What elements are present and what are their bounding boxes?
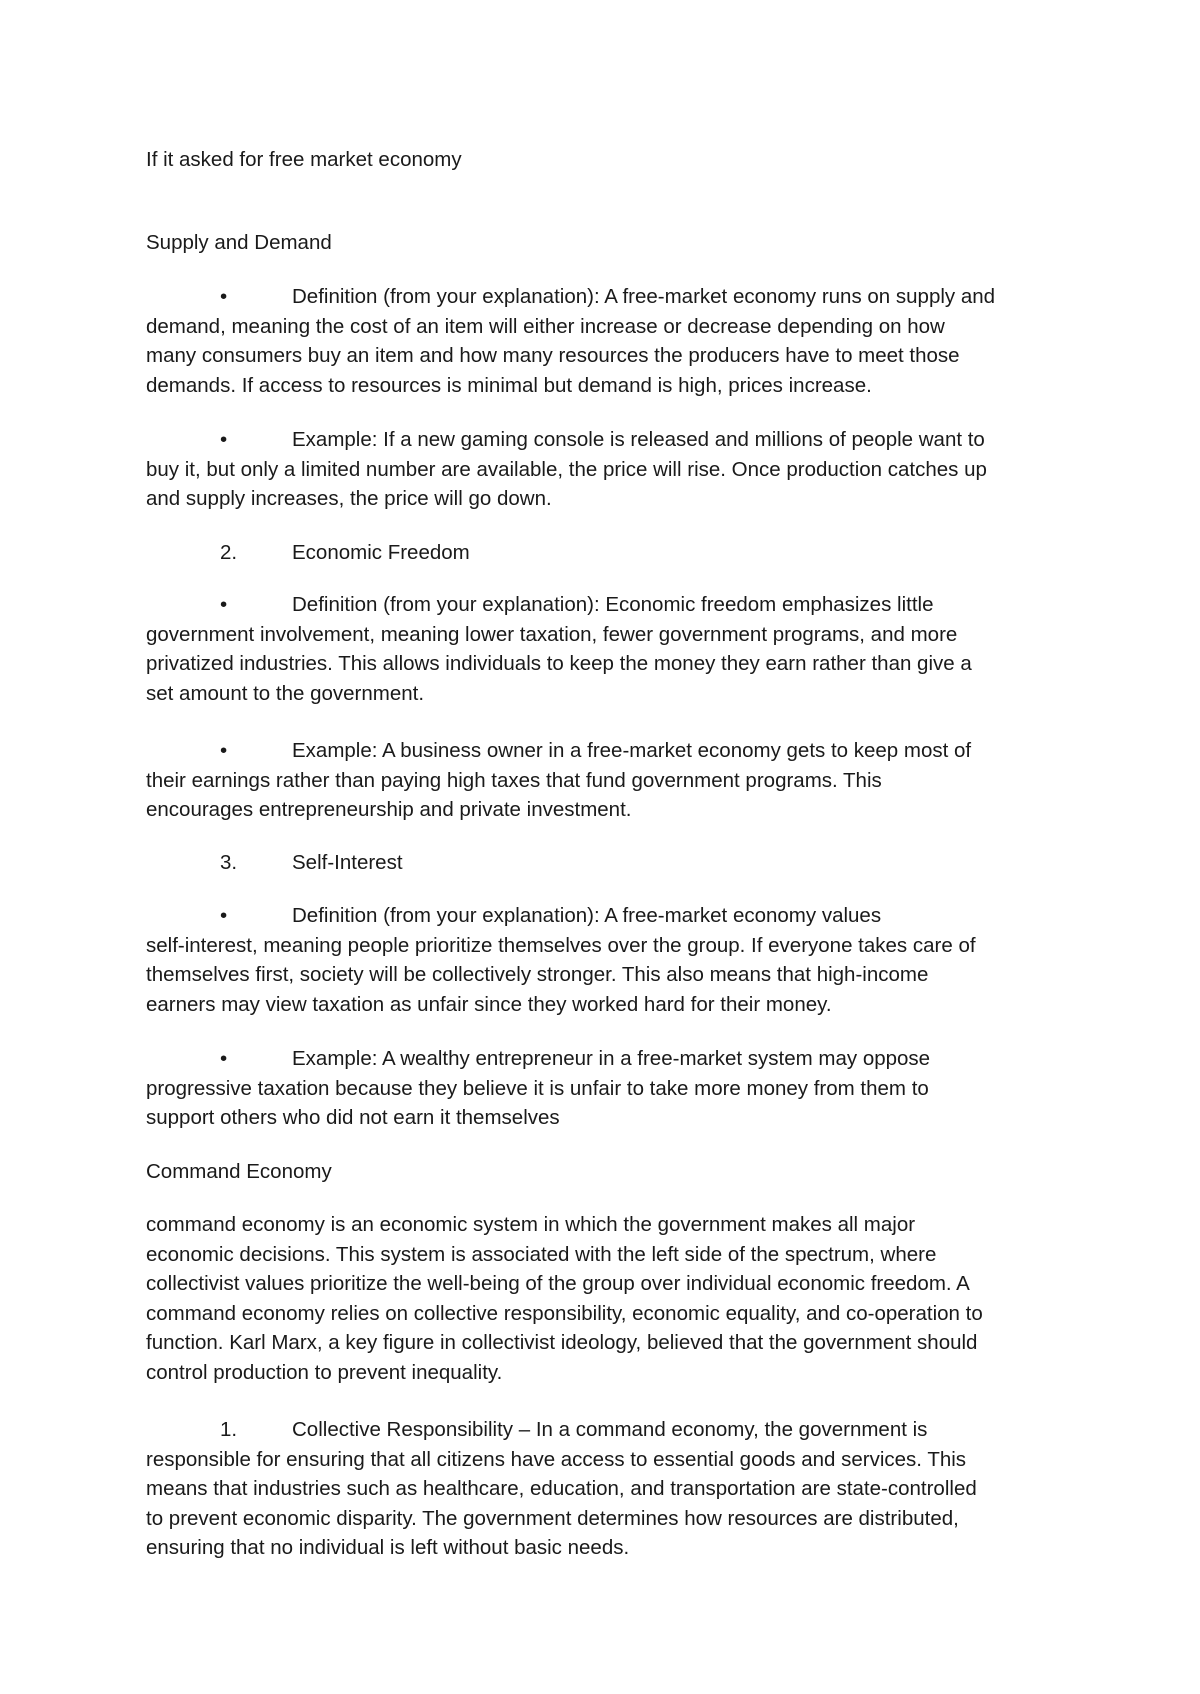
list-item-first-line: Example: A business owner in a free-market economy gets to keep most of xyxy=(292,739,972,762)
list-item-line: support others who did not earn it themselves xyxy=(146,1106,560,1130)
bullet-marker: • xyxy=(220,1047,228,1070)
list-item xyxy=(146,1044,1068,1133)
list-item-line: responsible for ensuring that all citizens have access to essential goods and services. This xyxy=(146,1447,967,1471)
list-item-first-line: Example: A wealthy entrepreneur in a free-market system may oppose xyxy=(292,1047,931,1070)
list-item-line: set amount to the government. xyxy=(146,681,425,705)
bullet-marker: • xyxy=(220,593,228,616)
list-item-line: earners may view taxation as unfair since they worked hard for their money. xyxy=(146,992,832,1016)
list-item-line: demand, meaning the cost of an item will either increase or decrease depending on how xyxy=(146,314,945,338)
list-item-first-line: Example: If a new gaming console is released and millions of people want to xyxy=(292,428,985,451)
numbered-heading-self-interest xyxy=(146,848,1068,878)
paragraph-line: economic decisions. This system is associated with the left side of the spectrum, where xyxy=(146,1242,937,1266)
list-item xyxy=(146,590,1068,708)
paragraph-line: function. Karl Marx, a key figure in collectivist ideology, believed that the government should xyxy=(146,1331,978,1355)
bullet-marker: • xyxy=(220,904,228,927)
list-item-line: to prevent economic disparity. The government determines how resources are distributed, xyxy=(146,1506,959,1530)
number-marker: 2. xyxy=(220,541,238,564)
heading-supply-and-demand: Supply and Demand xyxy=(146,231,332,254)
list-item-first-line: Definition (from your explanation): A free-market economy runs on supply and xyxy=(292,285,996,308)
list-item-line: demands. If access to resources is minimal but demand is high, prices increase. xyxy=(146,373,872,397)
list-item xyxy=(146,736,1068,825)
list-item-first-line: Collective Responsibility – In a command economy, the government is xyxy=(292,1418,928,1441)
paragraph-line: command economy relies on collective responsibility, economic equality, and co-operation to xyxy=(146,1301,983,1325)
paragraph-line: collectivist values prioritize the well-being of the group over individual economic freedom. A xyxy=(146,1272,970,1296)
list-item-line: self-interest, meaning people prioritize themselves over the group. If everyone takes care of xyxy=(146,933,976,957)
list-item-line: many consumers buy an item and how many resources the producers have to meet those xyxy=(146,344,960,368)
heading-command-economy: Command Economy xyxy=(146,1160,332,1183)
list-item-line: and supply increases, the price will go down. xyxy=(146,487,552,511)
list-item-line: government involvement, meaning lower taxation, fewer government programs, and more xyxy=(146,622,958,646)
list-item-line: ensuring that no individual is left without basic needs. xyxy=(146,1536,630,1560)
numbered-item-collective-responsibility xyxy=(146,1415,1068,1563)
list-item-line: privatized industries. This allows individuals to keep the money they earn rather than give a xyxy=(146,652,972,676)
list-item-first-line: Definition (from your explanation): A free-market economy values xyxy=(292,904,882,927)
paragraph-line: command economy is an economic system in which the government makes all major xyxy=(146,1213,916,1236)
list-item-first-line: Definition (from your explanation): Economic freedom emphasizes little xyxy=(292,593,934,616)
list-item xyxy=(146,425,1068,514)
numbered-heading-economic-freedom xyxy=(146,538,1068,568)
list-item-line: progressive taxation because they believe it is unfair to take more money from them to xyxy=(146,1076,929,1100)
intro-line: If it asked for free market economy xyxy=(146,148,462,171)
list-item-line: encourages entrepreneurship and private investment. xyxy=(146,798,632,822)
number-marker: 3. xyxy=(220,851,238,874)
list-item xyxy=(146,282,1068,400)
bullet-marker: • xyxy=(220,739,228,762)
list-item-line: their earnings rather than paying high taxes that fund government programs. This xyxy=(146,768,882,792)
command-economy-paragraph xyxy=(146,1210,1068,1388)
list-item xyxy=(146,901,1068,1019)
numbered-heading-text: Economic Freedom xyxy=(292,541,470,564)
number-marker: 1. xyxy=(220,1418,238,1441)
bullet-marker: • xyxy=(220,285,228,308)
list-item-line: means that industries such as healthcare, education, and transportation are state-controlled xyxy=(146,1477,977,1501)
list-item-line: buy it, but only a limited number are available, the price will rise. Once production catches up xyxy=(146,457,987,481)
numbered-heading-text: Self-Interest xyxy=(292,851,403,874)
list-item-line: themselves first, society will be collectively stronger. This also means that high-income xyxy=(146,963,929,987)
paragraph-line: control production to prevent inequality. xyxy=(146,1360,503,1384)
bullet-marker: • xyxy=(220,428,228,451)
